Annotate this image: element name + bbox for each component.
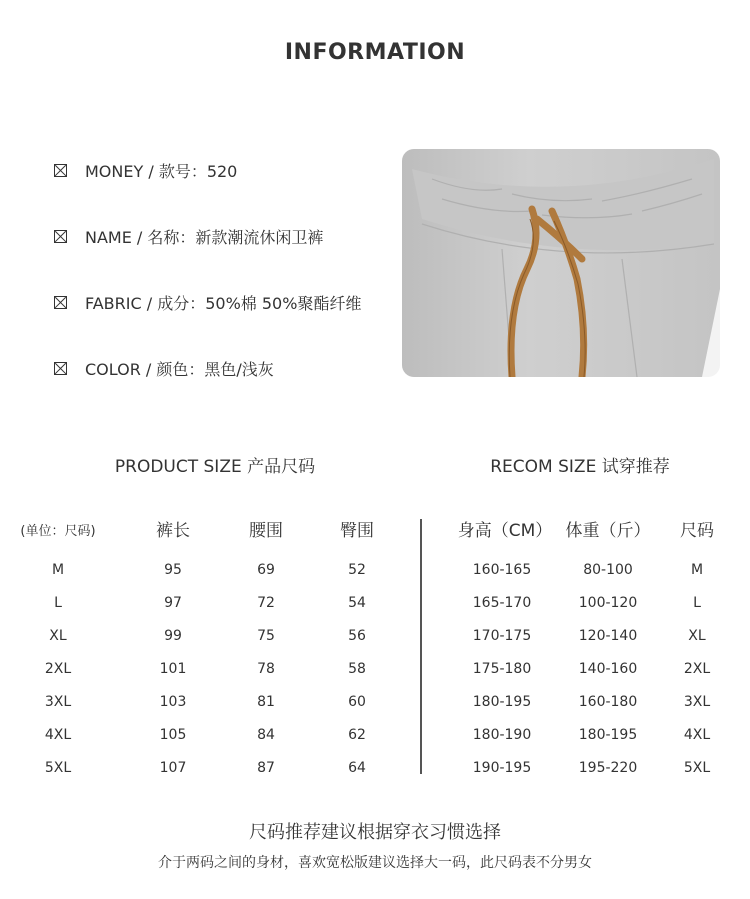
table-cell: 195-220	[578, 760, 638, 776]
table-cell: L	[54, 595, 62, 611]
table-header: 腰围	[249, 521, 283, 541]
table-cell: XL	[688, 628, 706, 644]
table-cell: 69	[257, 562, 275, 578]
info-row-money	[54, 158, 237, 182]
table-cell: 165-170	[472, 595, 532, 611]
table-cell: 120-140	[578, 628, 638, 644]
table-cell: 97	[164, 595, 182, 611]
table-cell: 160-165	[472, 562, 532, 578]
table-cell: 52	[348, 562, 366, 578]
table-cell: 180-195	[578, 727, 638, 743]
table-divider	[420, 519, 422, 774]
table-cell: 60	[348, 694, 366, 710]
product-photo	[402, 149, 720, 377]
table-header: 臀围	[340, 521, 374, 541]
info-text: FABRIC / 成分：50%棉 50%聚酯纤维	[85, 293, 362, 313]
table-cell: 190-195	[472, 760, 532, 776]
table-cell: 54	[348, 595, 366, 611]
table-cell: 101	[159, 661, 187, 677]
footer-note: 介于两码之间的身材，喜欢宽松版建议选择大一码，此尺码表不分男女	[158, 855, 592, 871]
table-cell: 58	[348, 661, 366, 677]
table-cell: 103	[159, 694, 187, 710]
table-cell: XL	[49, 628, 67, 644]
table-cell: 62	[348, 727, 366, 743]
table-header: 尺码	[680, 521, 714, 541]
table-header: 体重（斤）	[565, 521, 651, 541]
table-header: 裤长	[156, 521, 190, 541]
info-text: NAME / 名称：新款潮流休闲卫裤	[85, 227, 324, 247]
table-cell: 100-120	[578, 595, 638, 611]
table-cell: 95	[164, 562, 182, 578]
checkbox-icon	[54, 362, 67, 375]
table-cell: 180-190	[472, 727, 532, 743]
product-size-heading: PRODUCT SIZE 产品尺码	[114, 457, 316, 477]
table-cell: 160-180	[578, 694, 638, 710]
info-row-name	[54, 224, 323, 248]
table-cell: 170-175	[472, 628, 532, 644]
table-cell: 64	[348, 760, 366, 776]
table-cell: 107	[159, 760, 187, 776]
table-cell: 78	[257, 661, 275, 677]
table-header: (单位：尺码)	[20, 524, 96, 539]
info-row-fabric	[54, 290, 361, 314]
table-cell: 180-195	[472, 694, 532, 710]
info-text: COLOR / 颜色：黑色/浅灰	[85, 359, 274, 379]
table-cell: 105	[159, 727, 187, 743]
table-cell: 4XL	[683, 727, 711, 743]
table-cell: M	[690, 562, 704, 578]
table-cell: 4XL	[44, 727, 72, 743]
table-cell: 3XL	[683, 694, 711, 710]
table-cell: 2XL	[683, 661, 711, 677]
table-cell: 80-100	[583, 562, 633, 578]
table-cell: 5XL	[683, 760, 711, 776]
checkbox-icon	[54, 230, 67, 243]
page-title: INFORMATION	[284, 40, 466, 65]
table-cell: 56	[348, 628, 366, 644]
info-row-color	[54, 356, 274, 380]
table-header: 身高（CM）	[457, 521, 553, 541]
table-cell: 5XL	[44, 760, 72, 776]
checkbox-icon	[54, 296, 67, 309]
recom-size-heading: RECOM SIZE 试穿推荐	[490, 457, 670, 477]
table-cell: 87	[257, 760, 275, 776]
table-cell: 72	[257, 595, 275, 611]
table-cell: 3XL	[44, 694, 72, 710]
footer-heading: 尺码推荐建议根据穿衣习惯选择	[249, 822, 501, 843]
info-text: MONEY / 款号：520	[85, 161, 238, 181]
table-cell: 99	[164, 628, 182, 644]
table-cell: 175-180	[472, 661, 532, 677]
table-cell: 140-160	[578, 661, 638, 677]
table-cell: M	[51, 562, 65, 578]
table-cell: 75	[257, 628, 275, 644]
table-cell: 2XL	[44, 661, 72, 677]
table-cell: 84	[257, 727, 275, 743]
table-cell: 81	[257, 694, 275, 710]
table-cell: L	[693, 595, 701, 611]
checkbox-icon	[54, 164, 67, 177]
